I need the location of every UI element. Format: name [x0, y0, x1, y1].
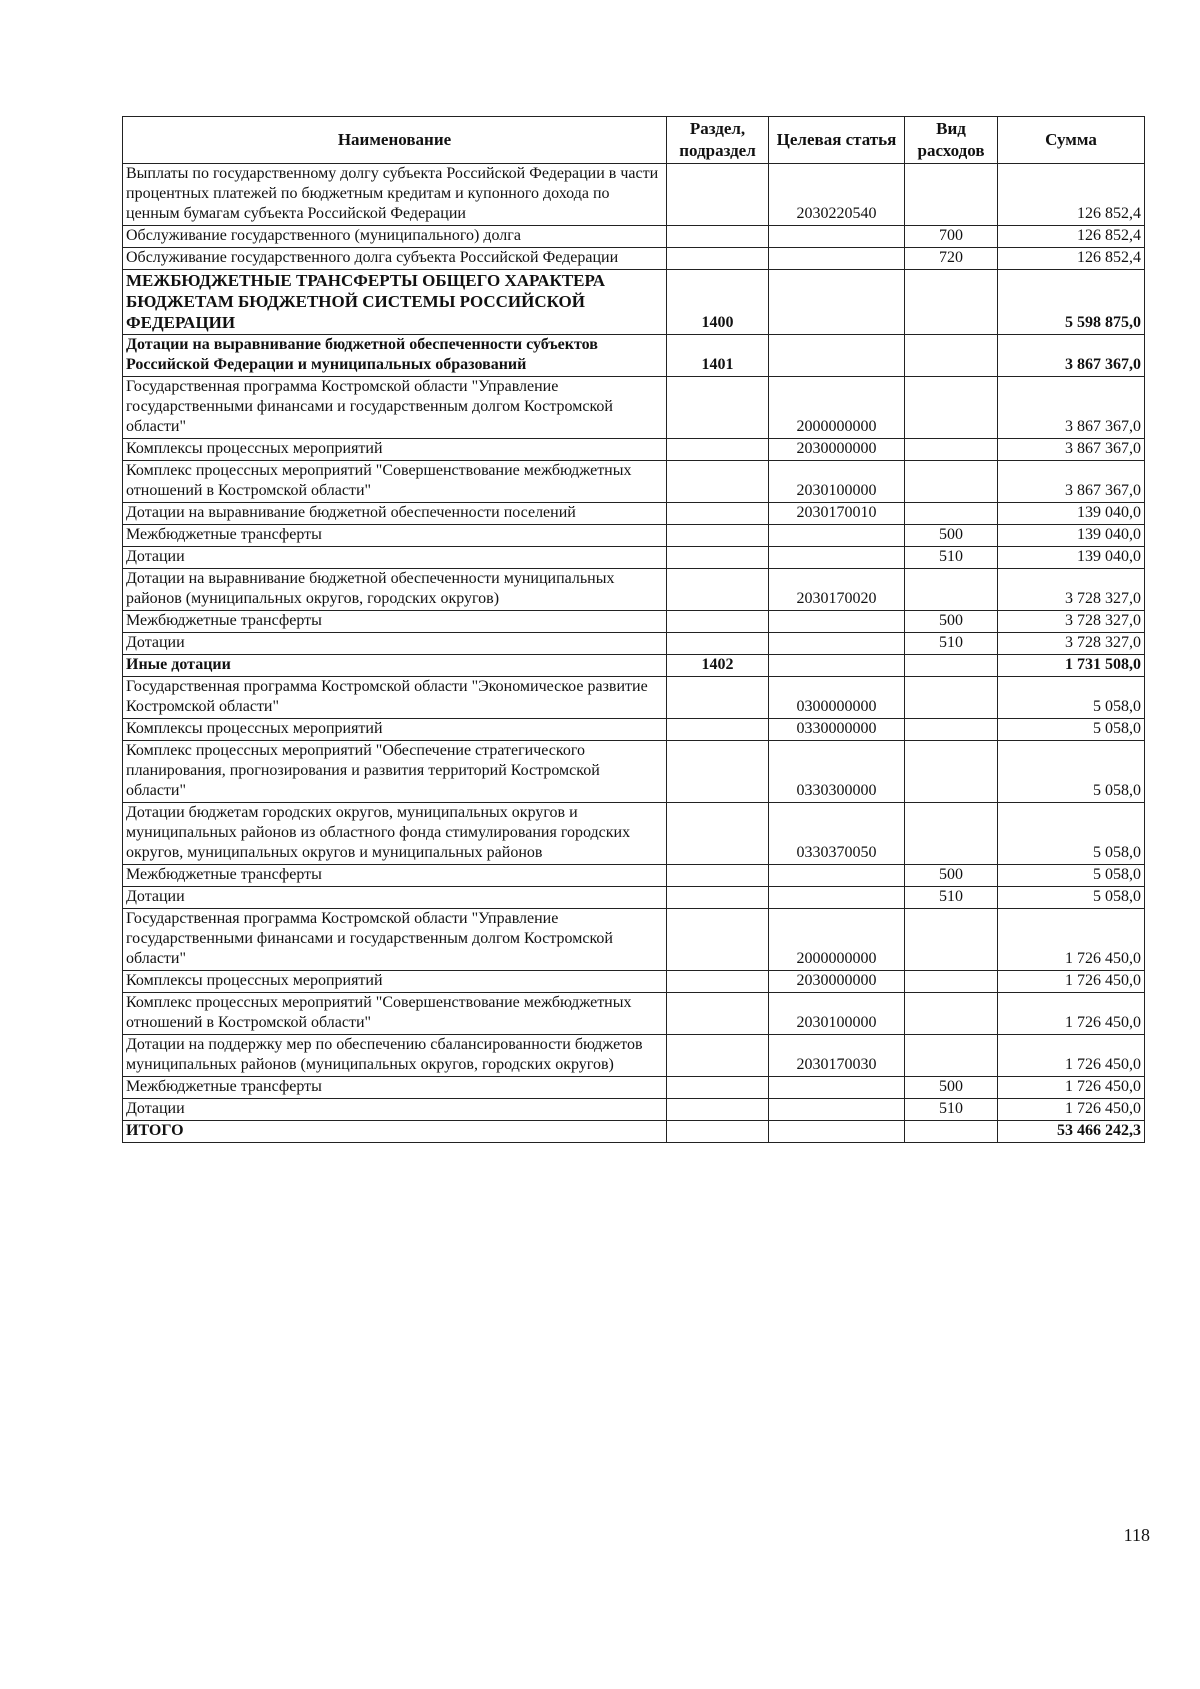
cell-article: 2030000000: [769, 439, 905, 461]
cell-kind: [905, 164, 998, 226]
cell-name: Межбюджетные трансферты: [123, 1077, 667, 1099]
table-row: [123, 887, 1145, 909]
cell-section: 1401: [667, 335, 769, 377]
cell-kind: [905, 377, 998, 439]
cell-kind: [905, 971, 998, 993]
cell-section: 1400: [667, 270, 769, 335]
cell-sum: 5 058,0: [998, 719, 1145, 741]
table-row: [123, 1077, 1145, 1099]
cell-article: [769, 1077, 905, 1099]
cell-name: ИТОГО: [123, 1121, 667, 1143]
cell-section: [667, 887, 769, 909]
cell-kind: 510: [905, 1099, 998, 1121]
cell-section: [667, 547, 769, 569]
table-header-row: [123, 117, 1145, 164]
cell-article: 0300000000: [769, 677, 905, 719]
cell-kind: [905, 655, 998, 677]
cell-name: Дотации: [123, 887, 667, 909]
header-kind: Вид расходов: [905, 117, 998, 164]
cell-name: Дотации на выравнивание бюджетной обеспеченности поселений: [123, 503, 667, 525]
table-body: [123, 164, 1145, 1143]
header-section: Раздел, подраздел: [667, 117, 769, 164]
table-row: [123, 226, 1145, 248]
cell-name: Комплексы процессных мероприятий: [123, 439, 667, 461]
cell-name: Обслуживание государственного (муниципального) долга: [123, 226, 667, 248]
cell-name: Выплаты по государственному долгу субъекта Российской Федерации в части процентных платежей по бюджетным кредитам и купонного дохода по ценным бумагам субъекта Российской Федерации: [123, 164, 667, 226]
cell-section: [667, 909, 769, 971]
cell-kind: [905, 461, 998, 503]
cell-article: [769, 547, 905, 569]
cell-sum: 5 058,0: [998, 865, 1145, 887]
cell-article: [769, 865, 905, 887]
cell-article: 2030000000: [769, 971, 905, 993]
cell-name: Комплекс процессных мероприятий "Совершенствование межбюджетных отношений в Костромской области": [123, 993, 667, 1035]
cell-sum: 1 726 450,0: [998, 1035, 1145, 1077]
cell-article: [769, 633, 905, 655]
cell-kind: [905, 503, 998, 525]
cell-kind: [905, 909, 998, 971]
table-row: [123, 569, 1145, 611]
table-row: [123, 677, 1145, 719]
cell-section: [667, 226, 769, 248]
cell-article: 0330000000: [769, 719, 905, 741]
cell-sum: 1 726 450,0: [998, 1077, 1145, 1099]
cell-sum: 126 852,4: [998, 248, 1145, 270]
table-row: [123, 865, 1145, 887]
table-row: [123, 633, 1145, 655]
cell-name: Обслуживание государственного долга субъекта Российской Федерации: [123, 248, 667, 270]
table-row: [123, 971, 1145, 993]
cell-kind: 720: [905, 248, 998, 270]
cell-name: Дотации: [123, 1099, 667, 1121]
cell-sum: 5 058,0: [998, 677, 1145, 719]
cell-name: Дотации: [123, 547, 667, 569]
cell-kind: [905, 803, 998, 865]
cell-name: Дотации: [123, 633, 667, 655]
cell-name: Межбюджетные трансферты: [123, 611, 667, 633]
cell-section: [667, 611, 769, 633]
cell-name: Государственная программа Костромской области "Управление государственными финансами и государственным долгом Костромской области": [123, 377, 667, 439]
cell-section: [667, 803, 769, 865]
cell-article: [769, 1121, 905, 1143]
cell-name: Дотации на поддержку мер по обеспечению сбалансированности бюджетов муниципальных районов (муниципальных округов, городских округов): [123, 1035, 667, 1077]
cell-section: [667, 1099, 769, 1121]
cell-kind: [905, 741, 998, 803]
cell-name: Дотации на выравнивание бюджетной обеспеченности субъектов Российской Федерации и муниципальных образований: [123, 335, 667, 377]
cell-section: [667, 1121, 769, 1143]
cell-sum: 126 852,4: [998, 226, 1145, 248]
cell-name: Комплекс процессных мероприятий "Обеспечение стратегического планирования, прогнозирования и развития территорий Костромской области": [123, 741, 667, 803]
cell-article: [769, 335, 905, 377]
cell-name: Комплекс процессных мероприятий "Совершенствование межбюджетных отношений в Костромской области": [123, 461, 667, 503]
cell-article: 0330370050: [769, 803, 905, 865]
table-row: [123, 1099, 1145, 1121]
cell-article: [769, 226, 905, 248]
cell-sum: 1 726 450,0: [998, 971, 1145, 993]
table-row: [123, 503, 1145, 525]
cell-sum: 5 058,0: [998, 741, 1145, 803]
table-row: [123, 461, 1145, 503]
header-article: Целевая статья: [769, 117, 905, 164]
cell-sum: 3 728 327,0: [998, 611, 1145, 633]
cell-name: Дотации на выравнивание бюджетной обеспеченности муниципальных районов (муниципальных округов, городских округов): [123, 569, 667, 611]
table-row: [123, 1035, 1145, 1077]
header-name: Наименование: [123, 117, 667, 164]
cell-kind: 500: [905, 611, 998, 633]
cell-section: [667, 503, 769, 525]
cell-section: [667, 677, 769, 719]
table-row: [123, 611, 1145, 633]
cell-name: МЕЖБЮДЖЕТНЫЕ ТРАНСФЕРТЫ ОБЩЕГО ХАРАКТЕРА БЮДЖЕТАМ БЮДЖЕТНОЙ СИСТЕМЫ РОССИЙСКОЙ ФЕДЕРАЦИИ: [123, 270, 667, 335]
cell-kind: [905, 993, 998, 1035]
cell-article: 2030170020: [769, 569, 905, 611]
cell-article: 2030220540: [769, 164, 905, 226]
cell-kind: 510: [905, 547, 998, 569]
cell-sum: 1 726 450,0: [998, 1099, 1145, 1121]
cell-sum: 1 726 450,0: [998, 909, 1145, 971]
cell-article: 2000000000: [769, 909, 905, 971]
cell-article: 2030170010: [769, 503, 905, 525]
cell-sum: 53 466 242,3: [998, 1121, 1145, 1143]
cell-section: [667, 439, 769, 461]
cell-kind: [905, 569, 998, 611]
cell-kind: [905, 1121, 998, 1143]
cell-kind: [905, 719, 998, 741]
table-row: [123, 164, 1145, 226]
table-row: [123, 719, 1145, 741]
cell-section: [667, 569, 769, 611]
cell-article: 0330300000: [769, 741, 905, 803]
cell-article: 2030100000: [769, 993, 905, 1035]
cell-kind: 510: [905, 633, 998, 655]
cell-article: [769, 1099, 905, 1121]
table-row: [123, 439, 1145, 461]
cell-article: 2000000000: [769, 377, 905, 439]
cell-sum: 1 731 508,0: [998, 655, 1145, 677]
table-row: [123, 270, 1145, 335]
cell-kind: 700: [905, 226, 998, 248]
cell-article: [769, 270, 905, 335]
cell-sum: 3 867 367,0: [998, 461, 1145, 503]
table-row: [123, 909, 1145, 971]
cell-sum: 126 852,4: [998, 164, 1145, 226]
table-row: [123, 547, 1145, 569]
cell-kind: 500: [905, 1077, 998, 1099]
cell-sum: 3 867 367,0: [998, 439, 1145, 461]
cell-kind: 510: [905, 887, 998, 909]
cell-kind: [905, 677, 998, 719]
cell-sum: 139 040,0: [998, 503, 1145, 525]
cell-section: [667, 719, 769, 741]
cell-section: [667, 164, 769, 226]
cell-sum: 3 728 327,0: [998, 633, 1145, 655]
cell-sum: 3 867 367,0: [998, 377, 1145, 439]
cell-section: [667, 865, 769, 887]
cell-section: 1402: [667, 655, 769, 677]
cell-kind: [905, 1035, 998, 1077]
table-row: [123, 525, 1145, 547]
header-sum: Сумма: [998, 117, 1145, 164]
budget-table: [122, 116, 1145, 1143]
cell-kind: [905, 439, 998, 461]
cell-section: [667, 1077, 769, 1099]
cell-sum: 139 040,0: [998, 525, 1145, 547]
cell-section: [667, 993, 769, 1035]
table-row: [123, 993, 1145, 1035]
cell-section: [667, 741, 769, 803]
cell-sum: 3 728 327,0: [998, 569, 1145, 611]
cell-article: 2030170030: [769, 1035, 905, 1077]
table-row: [123, 377, 1145, 439]
cell-article: [769, 655, 905, 677]
cell-article: 2030100000: [769, 461, 905, 503]
cell-kind: 500: [905, 525, 998, 547]
cell-article: [769, 887, 905, 909]
page-number: 118: [1123, 1525, 1150, 1545]
cell-sum: 3 867 367,0: [998, 335, 1145, 377]
table-row: [123, 803, 1145, 865]
cell-kind: 500: [905, 865, 998, 887]
cell-name: Государственная программа Костромской области "Управление государственными финансами и государственным долгом Костромской области": [123, 909, 667, 971]
cell-name: Межбюджетные трансферты: [123, 865, 667, 887]
cell-section: [667, 971, 769, 993]
cell-section: [667, 1035, 769, 1077]
cell-section: [667, 633, 769, 655]
table-row: [123, 248, 1145, 270]
cell-sum: 5 058,0: [998, 887, 1145, 909]
cell-sum: 139 040,0: [998, 547, 1145, 569]
cell-article: [769, 248, 905, 270]
cell-article: [769, 525, 905, 547]
table-row: [123, 1121, 1145, 1143]
cell-name: Дотации бюджетам городских округов, муниципальных округов и муниципальных районов из областного фонда стимулирования городских округов, муниципальных округов и муниципальных районов: [123, 803, 667, 865]
cell-section: [667, 377, 769, 439]
cell-section: [667, 248, 769, 270]
cell-name: Иные дотации: [123, 655, 667, 677]
cell-article: [769, 611, 905, 633]
cell-name: Межбюджетные трансферты: [123, 525, 667, 547]
table-row: [123, 741, 1145, 803]
cell-kind: [905, 270, 998, 335]
cell-section: [667, 525, 769, 547]
cell-sum: 5 058,0: [998, 803, 1145, 865]
cell-sum: 5 598 875,0: [998, 270, 1145, 335]
cell-name: Государственная программа Костромской области "Экономическое развитие Костромской области": [123, 677, 667, 719]
table-row: [123, 335, 1145, 377]
cell-sum: 1 726 450,0: [998, 993, 1145, 1035]
cell-name: Комплексы процессных мероприятий: [123, 971, 667, 993]
cell-kind: [905, 335, 998, 377]
cell-section: [667, 461, 769, 503]
cell-name: Комплексы процессных мероприятий: [123, 719, 667, 741]
table-row: [123, 655, 1145, 677]
